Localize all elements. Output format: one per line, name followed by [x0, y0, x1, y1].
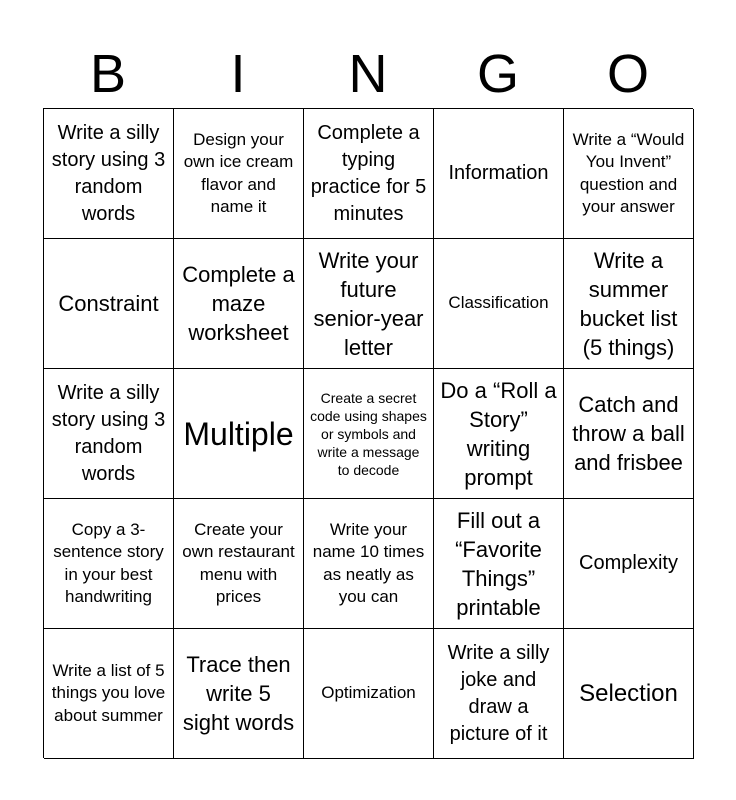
bingo-cell — [44, 499, 174, 629]
cell-text: Copy a 3-sentence story in your best handwriting — [53, 519, 164, 606]
bingo-cell — [564, 369, 694, 499]
cell-text: Complexity — [579, 552, 678, 574]
cell-text: Trace then write 5 sight words — [182, 652, 295, 735]
cell-text: Write your future senior-year letter — [313, 247, 424, 360]
bingo-cell — [434, 239, 564, 369]
cell-text: Write your name 10 times as neatly as you can — [312, 519, 425, 606]
cell-text: Constraint — [58, 291, 159, 316]
bingo-cell — [434, 369, 564, 499]
bingo-cell — [564, 629, 694, 759]
header-letter-b: B — [89, 44, 127, 104]
cell-text: Complete a typing practice for 5 minutes — [310, 121, 427, 225]
bingo-cell — [304, 499, 434, 629]
cell-text: Design your own ice cream flavor and name it — [183, 129, 294, 216]
cell-text: Multiple — [183, 415, 294, 452]
cell-text: Do a “Roll a Story” writing prompt — [440, 377, 557, 490]
bingo-cell — [174, 239, 304, 369]
bingo-cell — [44, 629, 174, 759]
cell-text: Write a silly joke and draw a picture of it — [447, 641, 550, 745]
cell-text: Write a “Would You Invent” question and your answer — [572, 129, 685, 216]
bingo-cell — [434, 109, 564, 239]
bingo-cell — [564, 239, 694, 369]
cell-text: Create a secret code using shapes or symbols and write a message to decode — [310, 389, 427, 478]
header-letter-n: N — [348, 44, 388, 104]
bingo-cell — [174, 369, 304, 499]
bingo-cell — [564, 499, 694, 629]
bingo-header — [43, 38, 693, 110]
cell-text: Write a list of 5 things you love about summer — [51, 660, 166, 725]
bingo-cell — [434, 499, 564, 629]
cell-text: Fill out a “Favorite Things” printable — [455, 507, 542, 620]
bingo-cell — [304, 239, 434, 369]
bingo-board — [43, 108, 693, 758]
bingo-cell — [174, 109, 304, 239]
bingo-cell — [304, 109, 434, 239]
cell-text: Write a summer bucket list (5 things) — [579, 247, 678, 360]
cell-text: Write a silly story using 3 random words — [51, 121, 166, 225]
bingo-cell — [44, 239, 174, 369]
cell-text: Optimization — [321, 683, 416, 703]
header-letter-o: O — [606, 44, 649, 104]
bingo-cell — [434, 629, 564, 759]
bingo-cell — [44, 369, 174, 499]
header-letter-i: I — [230, 44, 246, 104]
bingo-cell — [304, 629, 434, 759]
cell-text: Information — [448, 162, 549, 184]
cell-text: Complete a maze worksheet — [182, 262, 295, 345]
bingo-cell — [564, 109, 694, 239]
cell-text: Catch and throw a ball and frisbee — [572, 392, 685, 475]
cell-text: Selection — [579, 679, 678, 707]
bingo-cell — [174, 629, 304, 759]
bingo-cell — [174, 499, 304, 629]
bingo-cell — [44, 109, 174, 239]
cell-text: Write a silly story using 3 random words — [51, 381, 166, 485]
cell-text: Classification — [448, 293, 549, 313]
header-letter-g: G — [476, 44, 519, 104]
bingo-cell — [304, 369, 434, 499]
cell-text: Create your own restaurant menu with prices — [182, 519, 295, 606]
